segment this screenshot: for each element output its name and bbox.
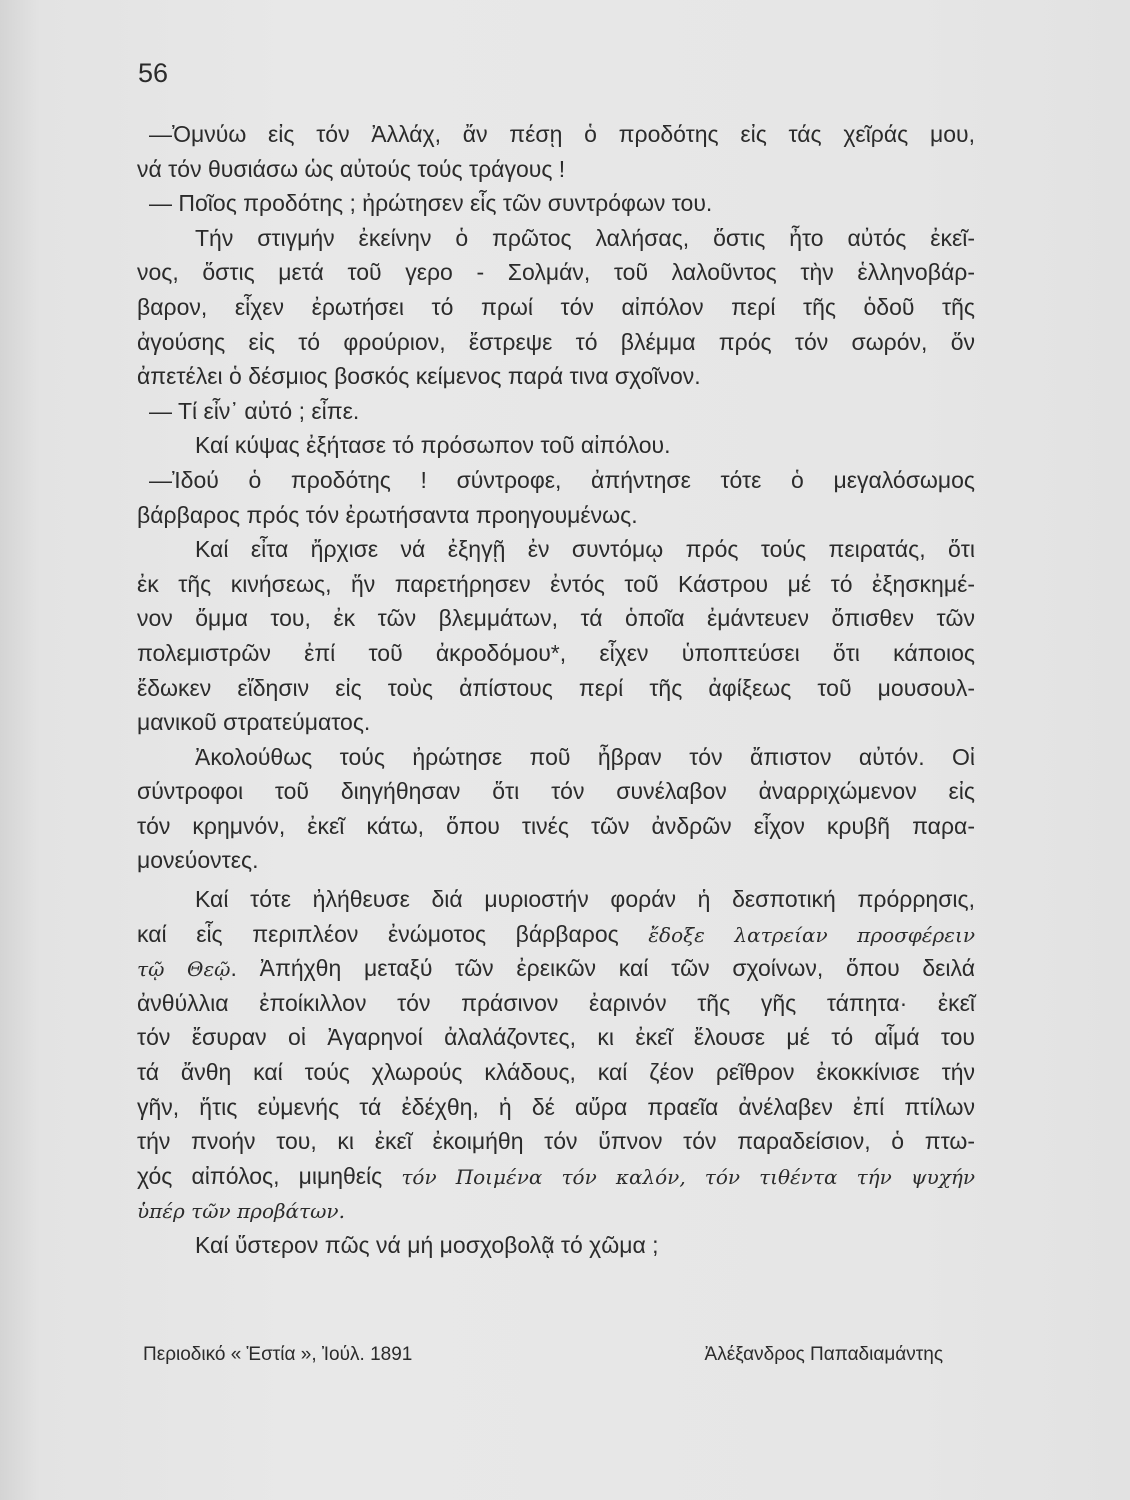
text-segment: νον ὄμμα του, ἐκ τῶν βλεμμάτων, τά ὁποῖα ἐμάντευεν ὄπισθεν τῶν [137,605,975,632]
text-line [137,882,975,917]
text-segment: νος, ὅστις μετά τοῦ γερο - Σολμάν, τοῦ λαλοῦντος τὴν ἑλληνοβάρ- [137,259,975,286]
text-segment: σύντροφοι τοῦ διηγήθησαν ὅτι τόν συνέλαβον ἀναρριχώμενον εἰς [137,778,975,805]
author-name: Ἀλέξανδρος Παπαδιαμάντης [704,1344,943,1365]
text-segment: βαρον, εἶχεν ἐρωτήσει τό πρωί τόν αἰπόλον περί τῆς ὁδοῦ τῆς [137,293,975,320]
text-line [137,359,975,394]
text-line [137,1020,975,1055]
text-line [137,428,975,463]
text-line [137,463,975,498]
text-line [137,290,975,325]
text-line [137,1228,975,1263]
text-segment: . Ἀπήχθη μεταξύ τῶν ἐρεικῶν καί τῶν σχοίνων, ὅπου δειλά [230,955,975,982]
text-segment: τά ἄνθη καί τούς χλωρούς κλάδους, καί ζέον ρεῖθρον ἐκοκκίνισε τήν [137,1059,975,1086]
text-segment: Ἀκολούθως τούς ἠρώτησε ποῦ ἦβραν τόν ἄπιστον αὐτόν. Οἱ [195,743,975,770]
text-line [137,986,975,1021]
text-segment: Τήν στιγμήν ἐκείνην ὁ πρῶτος λαλήσας, ὅστις ἦτο αὐτός ἐκεῖ- [195,224,975,251]
text-line [137,917,975,952]
text-line [137,186,975,221]
source-citation: Περιοδικό « Ἑστία », Ἰούλ. 1891 [143,1344,413,1365]
text-line [137,1193,975,1228]
italic-text: τόν Ποιμένα τόν καλόν, τόν τιθέντα τήν ψυχήν [401,1164,975,1189]
text-segment: ἔδωκεν εἴδησιν εἰς τοὺς ἀπίστους περί τῆς ἀφίξεως τοῦ μουσουλ- [137,674,975,701]
text-segment: — Τί εἶν᾽ αὐτό ; εἶπε. [149,397,360,424]
italic-text: τῷ Θεῷ [137,957,231,982]
text-segment: —Ὀμνύω εἰς τόν Ἀλλάχ, ἄν πέσῃ ὁ προδότης εἰς τάς χεῖράς μου, [149,121,975,147]
text-line [137,117,975,152]
text-segment: τόν ἔσυραν οἱ Ἀγαρηνοί ἀλαλάζοντες, κι ἐκεῖ ἔλουσε μέ τό αἷμά του [137,1024,975,1051]
text-segment: Καί τότε ἠλήθευσε διά μυριοστήν φοράν ἡ δεσποτική πρόρρησις, [195,886,975,913]
text-segment: τόν κρημνόν, ἐκεῖ κάτω, ὅπου τινές τῶν ἀνδρῶν εἶχον κρυβῆ παρα- [137,812,975,839]
italic-text: ἔδοξε λατρείαν προσφέρειν [648,922,975,947]
text-segment: — Ποῖος προδότης ; ἠρώτησεν εἷς τῶν συντρόφων του. [149,190,713,217]
text-line [137,567,975,602]
text-line [137,1055,975,1090]
page-number: 56 [138,58,169,88]
text-line [137,774,975,809]
text-segment: Καί ὕστερον πῶς νά μή μοσχοβολᾷ τό χῶμα ; [195,1232,659,1258]
text-line [137,1090,975,1125]
text-line [137,705,975,740]
text-line [137,152,975,187]
text-line [137,671,975,706]
text-segment: ἐκ τῆς κινήσεως, ἥν παρετήρησεν ἐντός τοῦ Κάστρου μέ τό ἐξησκημέ- [137,570,975,597]
text-line [137,740,975,775]
text-line [137,601,975,636]
text-segment: Καί κύψας ἐξήτασε τό πρόσωπον τοῦ αἰπόλου. [195,432,671,459]
text-line [137,532,975,567]
text-line [137,843,975,878]
text-segment: μονεύοντες. [137,847,259,874]
text-line [137,255,975,290]
text-segment: γῆν, ἥτις εὐμενής τά ἐδέχθη, ἡ δέ αὔρα πραεῖα ἀνέλαβεν ἐπί πτίλων [137,1093,975,1120]
text-segment: πολεμιστρῶν ἐπί τοῦ ἀκροδόμου*, εἶχεν ὑποπτεύσει ὅτι κάποιος [137,639,975,666]
italic-text: ὑπέρ τῶν προβάτων. [137,1199,345,1224]
text-line [137,809,975,844]
text-segment: Καί εἶτα ἤρχισε νά ἐξηγῇ ἐν συντόμῳ πρός τούς πειρατάς, ὅτι [195,536,975,563]
text-segment: ἀγούσης εἰς τό φρούριον, ἔστρεψε τό βλέμμα πρός τόν σωρόν, ὅν [137,328,975,355]
text-segment: τήν πνοήν του, κι ἐκεῖ ἐκοιμήθη τόν ὕπνον τόν παραδείσιον, ὁ πτω- [137,1128,975,1155]
text-line [137,951,975,986]
body-text [137,117,975,1263]
text-line [137,1159,975,1194]
text-line [137,636,975,671]
text-segment: ἀπετέλει ὁ δέσμιος βοσκός κείμενος παρά τινα σχοῖνον. [137,363,701,390]
text-line [137,221,975,256]
text-segment: μανικοῦ στρατεύματος. [137,709,371,736]
text-line [137,394,975,429]
text-line [137,498,975,533]
text-segment: ἀνθύλλια ἐποίκιλλον τόν πράσινον ἐαρινόν τῆς γῆς τάπητα· ἐκεῖ [137,989,975,1016]
text-segment: —Ἰδού ὁ προδότης ! σύντροφε, ἀπήντησε τότε ὁ μεγαλόσωμος [149,466,975,493]
text-line [137,325,975,360]
text-segment: νά τόν θυσιάσω ὡς αὐτούς τούς τράγους ! [137,155,566,182]
text-line [137,1124,975,1159]
text-segment: χός αἰπόλος, μιμηθείς [137,1162,402,1189]
text-segment: καί εἷς περιπλέον ἐνώμοτος βάρβαρος [137,920,649,947]
text-segment: βάρβαρος πρός τόν ἐρωτήσαντα προηγουμένως. [137,501,638,528]
